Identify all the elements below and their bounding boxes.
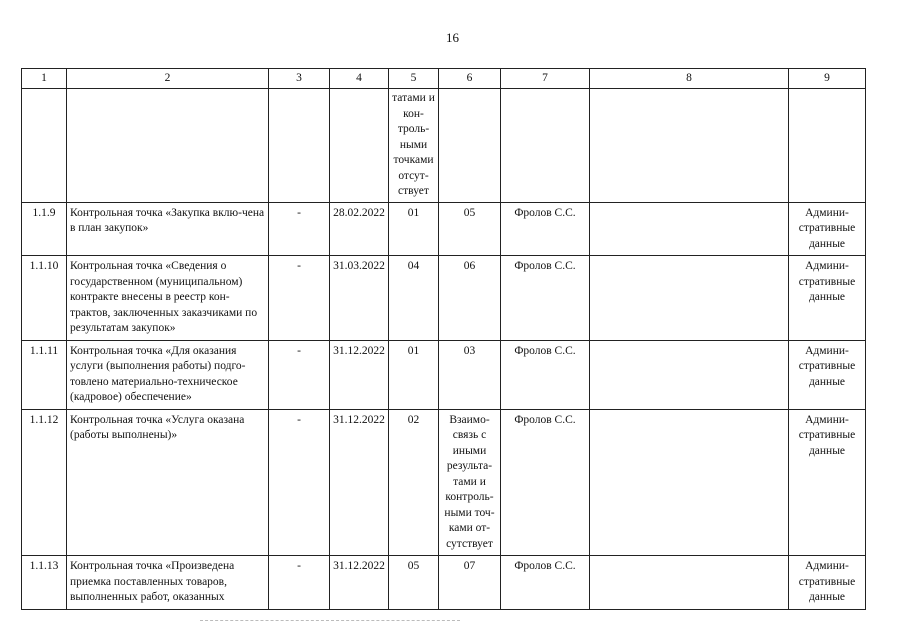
row-name: Контрольная точка «Услуга оказана (работы выполнены)» — [67, 409, 269, 556]
scan-artifact-line — [200, 620, 460, 622]
row-number: 1.1.12 — [22, 409, 67, 556]
row-col8 — [590, 556, 789, 610]
row-col5: татами и кон-троль-ными точками отсут-ствует — [389, 89, 439, 203]
row-col3: - — [269, 256, 330, 341]
row-col3: - — [269, 202, 330, 256]
row-name — [67, 89, 269, 203]
row-col8 — [590, 340, 789, 409]
row-col6: Взаимо-связь с иными результа-тами и контроль-ными точ-ками от-сутствует — [439, 409, 501, 556]
row-name: Контрольная точка «Закупка вклю-чена в план закупок» — [67, 202, 269, 256]
row-source: Админи-стративные данные — [789, 556, 866, 610]
row-source: Админи-стративные данные — [789, 409, 866, 556]
row-name: Контрольная точка «Произведена приемка поставленных товаров, выполненных работ, оказанных — [67, 556, 269, 610]
row-source — [789, 89, 866, 203]
row-source: Админи-стративные данные — [789, 340, 866, 409]
col-header-6: 6 — [439, 69, 501, 89]
row-responsible — [501, 89, 590, 203]
row-col8 — [590, 89, 789, 203]
row-col5: 04 — [389, 256, 439, 341]
row-date: 31.12.2022 — [330, 340, 389, 409]
row-col3: - — [269, 556, 330, 610]
row-col5: 01 — [389, 202, 439, 256]
row-col6: 03 — [439, 340, 501, 409]
row-responsible: Фролов С.С. — [501, 202, 590, 256]
row-date: 31.12.2022 — [330, 409, 389, 556]
control-points-table — [21, 68, 866, 610]
col-header-1: 1 — [22, 69, 67, 89]
row-col5: 01 — [389, 340, 439, 409]
row-number: 1.1.11 — [22, 340, 67, 409]
row-date: 28.02.2022 — [330, 202, 389, 256]
table-row — [22, 202, 866, 256]
row-date — [330, 89, 389, 203]
row-col3: - — [269, 409, 330, 556]
table-row — [22, 409, 866, 556]
row-name: Контрольная точка «Сведения о государственном (муниципальном) контракте внесены в реестр кон-трактов, заключенных заказчиками по результатам закупок» — [67, 256, 269, 341]
table-row — [22, 256, 866, 341]
col-header-2: 2 — [67, 69, 269, 89]
row-col6 — [439, 89, 501, 203]
table-row — [22, 89, 866, 203]
row-col3 — [269, 89, 330, 203]
row-col6: 07 — [439, 556, 501, 610]
col-header-8: 8 — [590, 69, 789, 89]
row-responsible: Фролов С.С. — [501, 556, 590, 610]
col-header-9: 9 — [789, 69, 866, 89]
col-header-7: 7 — [501, 69, 590, 89]
row-col8 — [590, 256, 789, 341]
col-header-3: 3 — [269, 69, 330, 89]
page-number: 16 — [446, 30, 459, 45]
row-number — [22, 89, 67, 203]
row-number: 1.1.10 — [22, 256, 67, 341]
row-responsible: Фролов С.С. — [501, 256, 590, 341]
row-number: 1.1.13 — [22, 556, 67, 610]
table-row — [22, 556, 866, 610]
row-responsible: Фролов С.С. — [501, 409, 590, 556]
row-date: 31.12.2022 — [330, 556, 389, 610]
row-source: Админи-стративные данные — [789, 256, 866, 341]
header-row — [22, 69, 866, 89]
row-col3: - — [269, 340, 330, 409]
col-header-4: 4 — [330, 69, 389, 89]
row-col6: 06 — [439, 256, 501, 341]
row-col8 — [590, 202, 789, 256]
row-col8 — [590, 409, 789, 556]
table-row — [22, 340, 866, 409]
row-date: 31.03.2022 — [330, 256, 389, 341]
row-col5: 02 — [389, 409, 439, 556]
row-name: Контрольная точка «Для оказания услуги (выполнения работы) подго-товлено материально-техническое (кадровое) обеспечение» — [67, 340, 269, 409]
row-source: Админи-стративные данные — [789, 202, 866, 256]
row-col6: 05 — [439, 202, 501, 256]
row-responsible: Фролов С.С. — [501, 340, 590, 409]
col-header-5: 5 — [389, 69, 439, 89]
row-number: 1.1.9 — [22, 202, 67, 256]
row-col5: 05 — [389, 556, 439, 610]
